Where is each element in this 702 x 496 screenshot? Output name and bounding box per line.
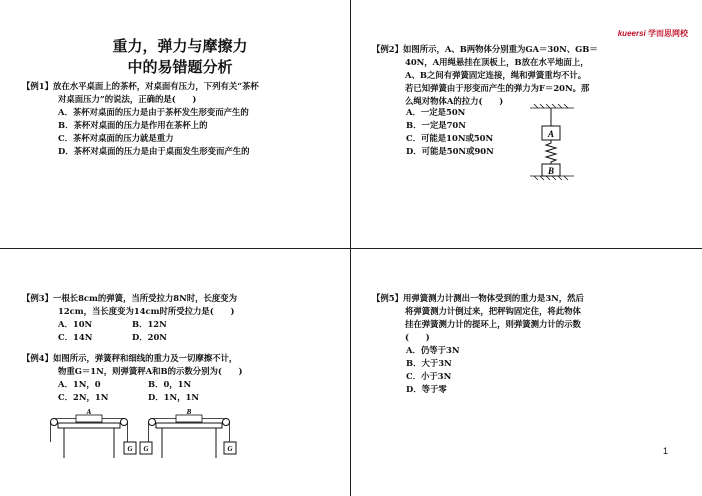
block-b-label: B (547, 166, 555, 176)
q5-line-1: 用弹簧测力计测出一物体受到的重力是3N，然后 (402, 293, 584, 303)
q5-option-a: A．仍等于3N (406, 345, 460, 355)
q5-line-3: 挂在弹簧测力计的提环上，则弹簧测力计的示数 (405, 319, 581, 329)
brand-logo (618, 28, 688, 39)
question-2 (372, 43, 694, 108)
weight-g-3-label: G (227, 445, 233, 453)
scale-b-label: B (186, 408, 192, 416)
horizontal-divider (0, 248, 702, 249)
q3-line-1: 一根长8cm的弹簧，当所受拉力8N时，长度变为 (52, 293, 237, 303)
scale-a-label: A (86, 408, 92, 416)
q4-line-1: 如图所示，弹簧秤和细线的重力及一切摩擦不计， (52, 353, 238, 363)
question-4 (22, 352, 342, 378)
q1-option-c: C．茶杯对桌面的压力就是重力 (58, 133, 174, 143)
q4-option-c: C．2N，1N (58, 392, 109, 402)
q2-tag: 【例2】 (372, 44, 403, 54)
block-a-label: A (547, 129, 555, 139)
q2-option-d: D．可能是50N或90N (406, 146, 494, 156)
q3-tag: 【例3】 (22, 293, 53, 303)
page-number: 1 (662, 446, 668, 456)
q4-option-b: B．0，1N (148, 379, 192, 389)
q2-option-a: A．一定是50N (406, 107, 466, 117)
q1-option-a: A．茶杯对桌面的压力是由于茶杯发生形变而产生的 (58, 107, 249, 117)
title-line-1: 重力，弹力与摩擦力 (112, 37, 248, 55)
q5-option-c: C．小于3N (406, 371, 452, 381)
question-3 (22, 292, 342, 318)
q2-line-5: 么绳对物体A的拉力( ) (405, 96, 504, 106)
title-line-2: 中的易错题分析 (127, 58, 233, 76)
q2-line-4: 若已知弹簧由于形变而产生的弹力为F＝20N。那 (405, 83, 590, 93)
page-title (60, 36, 300, 78)
q1-option-d: D．茶杯对桌面的压力是由于桌面发生形变而产生的 (58, 146, 250, 156)
brand-en: kueersi (617, 29, 646, 38)
q2-line-1: 如图所示，A、B两物体分别重为GA＝30N、GB＝ (402, 44, 598, 54)
spring-scale-a (76, 415, 102, 422)
pulley-right-2 (223, 419, 230, 426)
q5-line-2: 将弹簧测力计倒过来，把秤钩固定住，将此物体 (405, 306, 581, 316)
q4-option-d: D．1N，1N (148, 392, 199, 402)
question-1 (22, 80, 342, 106)
q3-option-d: D．20N (132, 332, 167, 342)
q4-figure (48, 408, 248, 464)
spring (546, 140, 556, 164)
weight-g-2-label: G (143, 445, 149, 453)
q4-tag: 【例4】 (22, 353, 53, 363)
ground-hatch (530, 176, 574, 180)
question-5 (372, 292, 694, 344)
q3-option-b: B．12N (132, 319, 167, 329)
q5-tag: 【例5】 (372, 293, 403, 303)
q3-option-a: A．10N (58, 319, 93, 329)
pulley-right-1 (149, 419, 156, 426)
q2-line-3: A、B之间有弹簧固定连接，绳和弹簧重均不计。 (405, 70, 587, 80)
q1-tag: 【例1】 (22, 81, 53, 91)
q5-line-4: ( ) (405, 332, 430, 342)
q2-line-2: 40N，A用绳悬挂在顶板上，B放在水平地面上， (405, 57, 589, 67)
q2-figure (520, 104, 584, 184)
q1-option-b: B．茶杯对桌面的压力是作用在茶杯上的 (58, 120, 208, 130)
q5-option-b: B．大于3N (406, 358, 452, 368)
table-left (58, 423, 120, 458)
q2-option-c: C．可能是10N或50N (406, 133, 494, 143)
spring-scale-b (176, 415, 202, 422)
ceiling-hatch (530, 104, 574, 108)
q4-option-a: A．1N，0 (58, 379, 101, 389)
q2-option-b: B．一定是70N (406, 120, 466, 130)
pulley-left-2 (121, 419, 128, 426)
q3-option-c: C．14N (58, 332, 93, 342)
q1-stem-1: 放在水平桌面上的茶杯，对桌面有压力，下列有关“茶杯 (52, 81, 259, 91)
q5-option-d: D．等于零 (406, 384, 447, 394)
weight-g-1-label: G (127, 445, 133, 453)
table-right (156, 423, 222, 458)
pulley-left-1 (51, 419, 58, 426)
q3-line-2: 12cm，当长度变为14cm时所受拉力是( ) (58, 306, 235, 316)
q4-line-2: 物重G＝1N，则弹簧秤A和B的示数分别为( ) (58, 366, 243, 376)
brand-cn: 学而思网校 (648, 29, 688, 38)
q1-stem-2: 对桌面压力”的说法，正确的是( ) (58, 94, 197, 104)
